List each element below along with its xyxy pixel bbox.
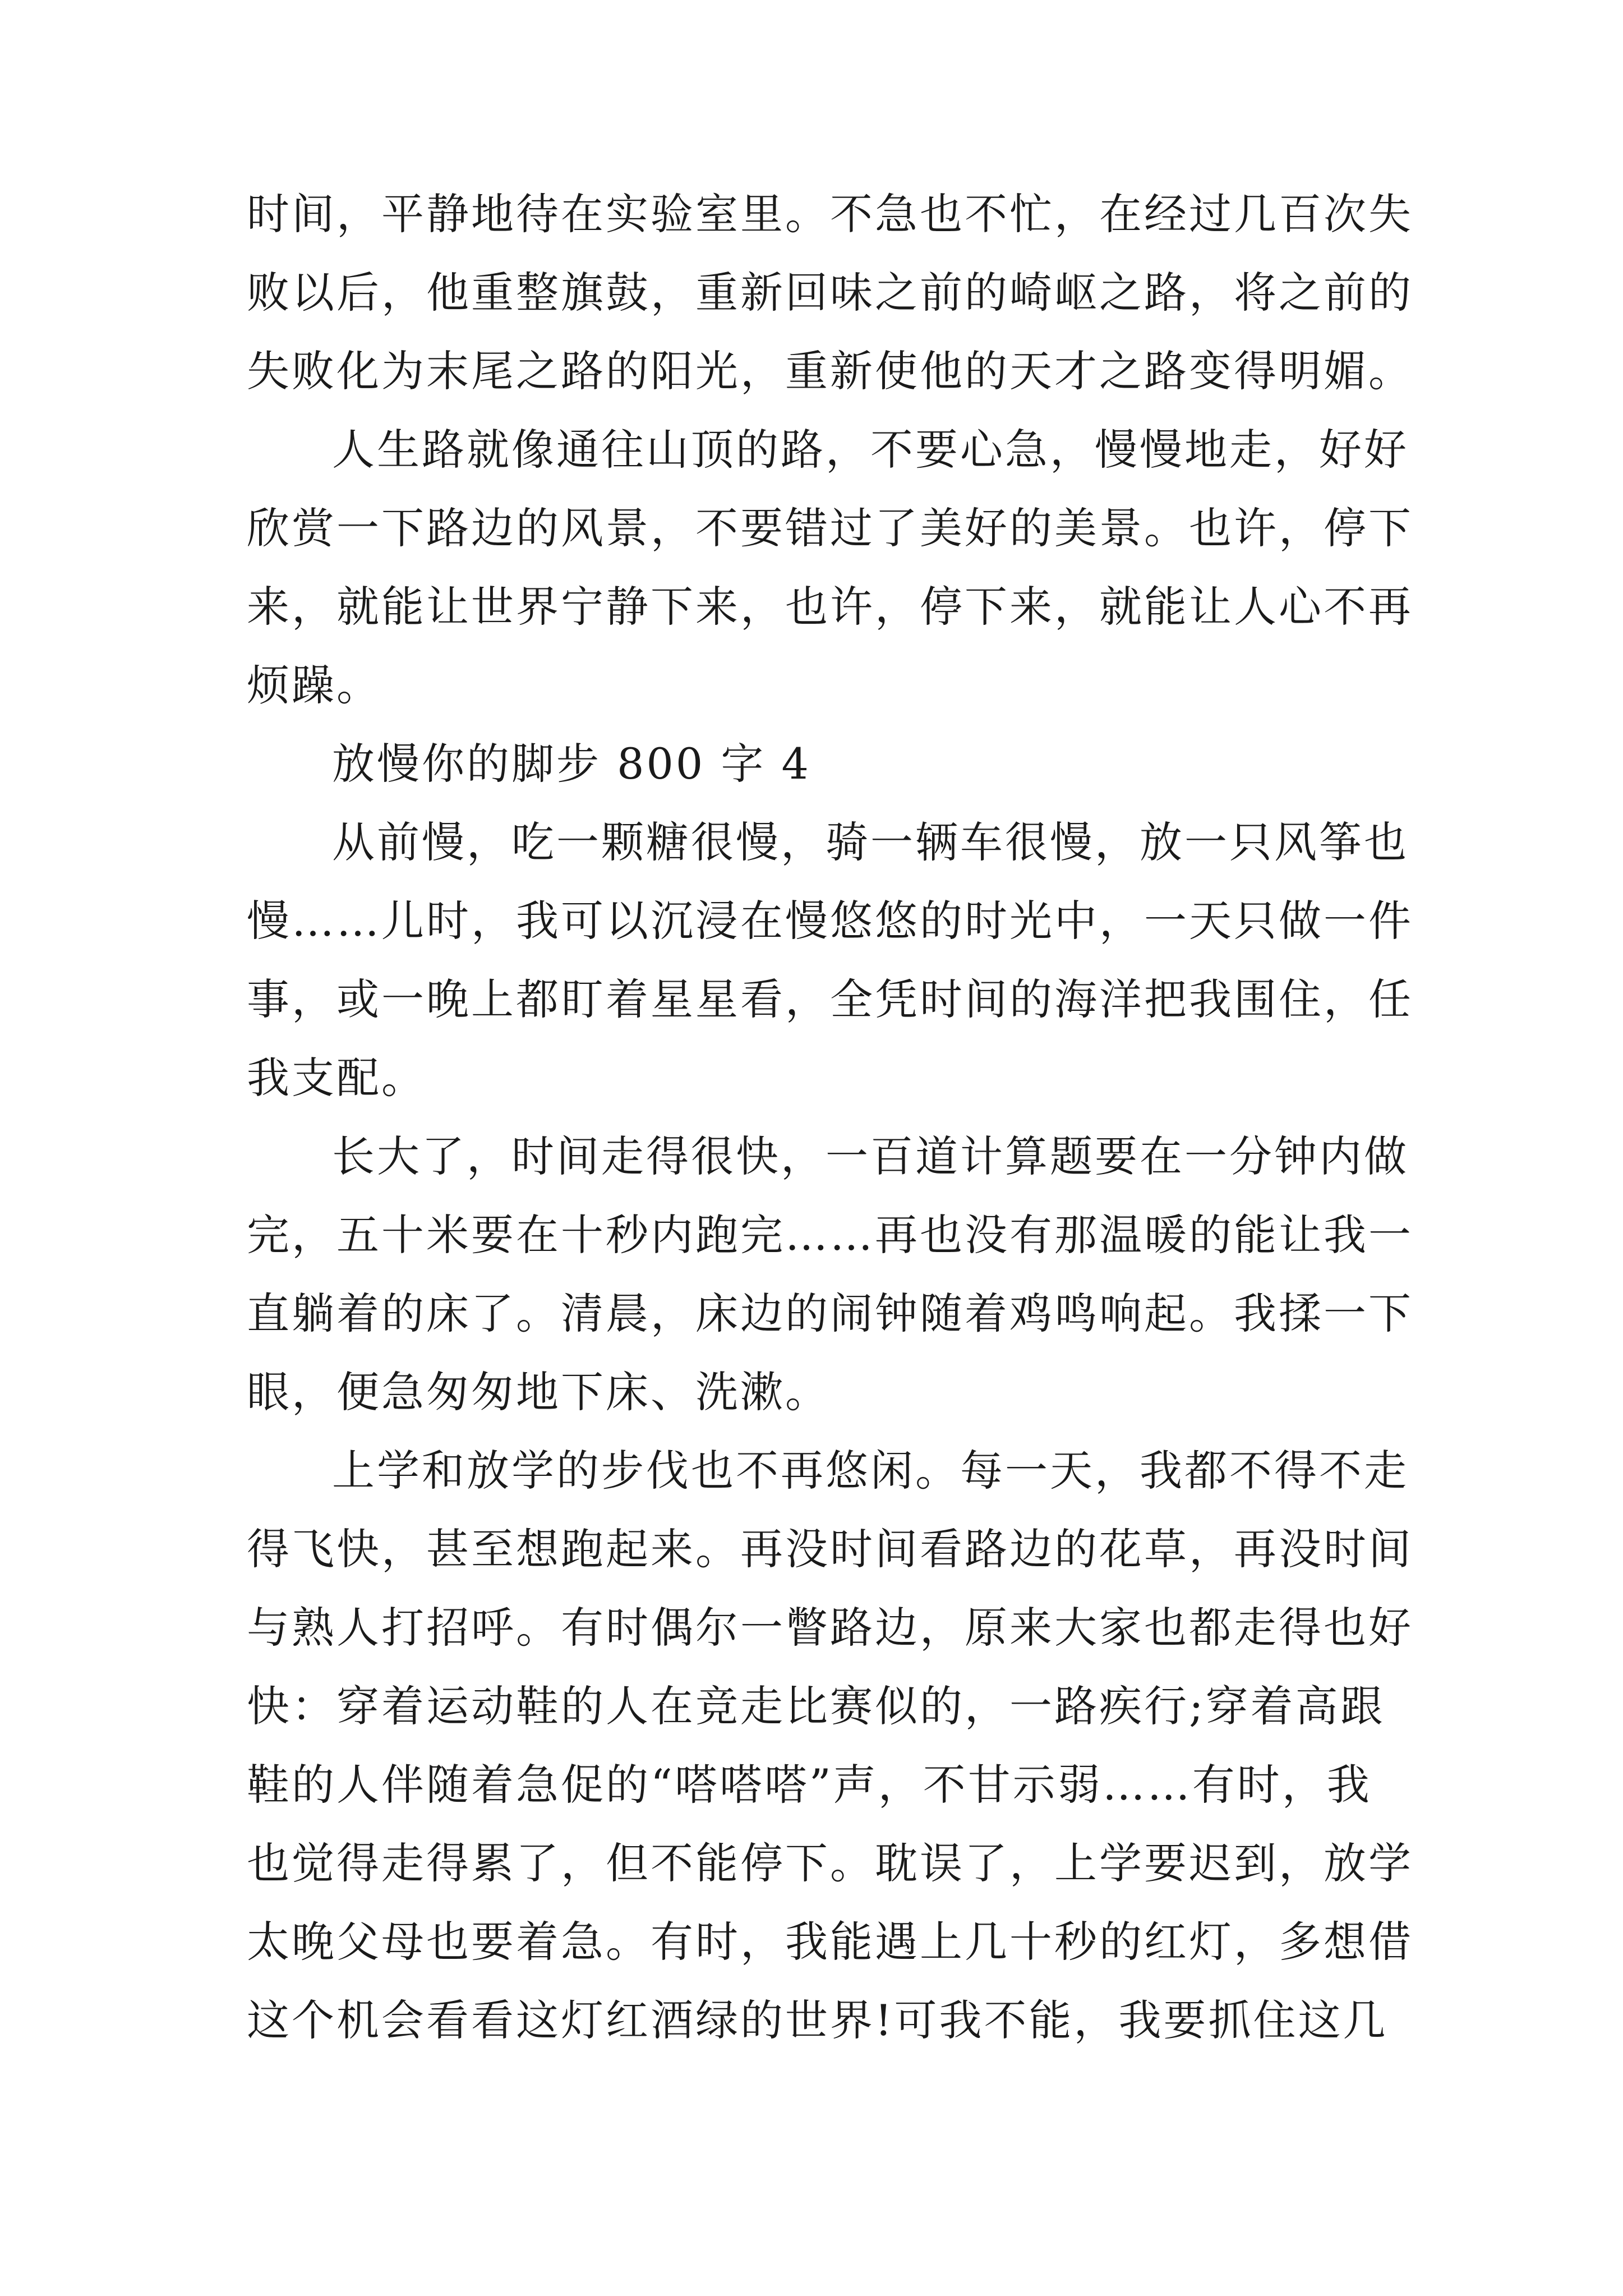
heading-line: 放慢你的脚步 800 字 4 <box>332 739 811 789</box>
text-line: 快：穿着运动鞋的人在竞走比赛似的，一路疾行;穿着高跟 <box>247 1681 1385 1731</box>
text-line: 太晚父母也要着急。有时，我能遇上几十秒的红灯，多想借 <box>247 1917 1413 1967</box>
text-line: 也觉得走得累了，但不能停下。耽误了，上学要迟到，放学 <box>247 1838 1413 1888</box>
text-line: 眼，便急匆匆地下床、洗漱。 <box>247 1367 830 1417</box>
text-line: 长大了，时间走得很快，一百道计算题要在一分钟内做 <box>332 1131 1409 1181</box>
text-line: 烦躁。 <box>247 660 381 710</box>
text-line: 这个机会看看这灯红酒绿的世界!可我不能，我要抓住这几 <box>247 1995 1388 2045</box>
paragraph <box>247 1117 1413 1432</box>
text-line: 鞋的人伴随着急促的“嗒嗒嗒”声，不甘示弱……有时，我 <box>247 1760 1372 1810</box>
text-line: 完，五十米要在十秒内跑完……再也没有那温暖的能让我一 <box>247 1210 1413 1260</box>
text-line: 上学和放学的步伐也不再悠闲。每一天，我都不得不走 <box>332 1446 1409 1496</box>
section-heading <box>247 725 1391 803</box>
text-line: 直躺着的床了。清晨，床边的闹钟随着鸡鸣响起。我揉一下 <box>247 1289 1413 1338</box>
paragraph <box>247 803 1413 1117</box>
paragraph <box>247 1432 1413 2060</box>
text-line: 得飞快，甚至想跑起来。再没时间看路边的花草，再没时间 <box>247 1524 1413 1574</box>
document-body <box>247 175 1413 2060</box>
text-line: 欣赏一下路边的风景，不要错过了美好的美景。也许，停下 <box>247 503 1413 553</box>
paragraph <box>247 411 1413 725</box>
text-line: 人生路就像通往山顶的路，不要心急，慢慢地走，好好 <box>332 425 1409 475</box>
text-line: 慢……儿时，我可以沉浸在慢悠悠的时光中，一天只做一件 <box>247 896 1413 946</box>
text-line: 来，就能让世界宁静下来，也许，停下来，就能让人心不再 <box>247 582 1413 632</box>
text-line: 时间，平静地待在实验室里。不急也不忙，在经过几百次失 <box>247 189 1413 239</box>
text-line: 事，或一晚上都盯着星星看，全凭时间的海洋把我围住，任 <box>247 974 1413 1024</box>
text-line: 与熟人打招呼。有时偶尔一瞥路边，原来大家也都走得也好 <box>247 1603 1413 1653</box>
text-line: 失败化为末尾之路的阳光，重新使他的天才之路变得明媚。 <box>247 346 1413 396</box>
paragraph <box>247 175 1413 411</box>
text-line: 败以后，他重整旗鼓，重新回味之前的崎岖之路，将之前的 <box>247 268 1413 318</box>
text-line: 我支配。 <box>247 1053 426 1103</box>
text-line: 从前慢，吃一颗糖很慢，骑一辆车很慢，放一只风筝也 <box>332 817 1409 867</box>
